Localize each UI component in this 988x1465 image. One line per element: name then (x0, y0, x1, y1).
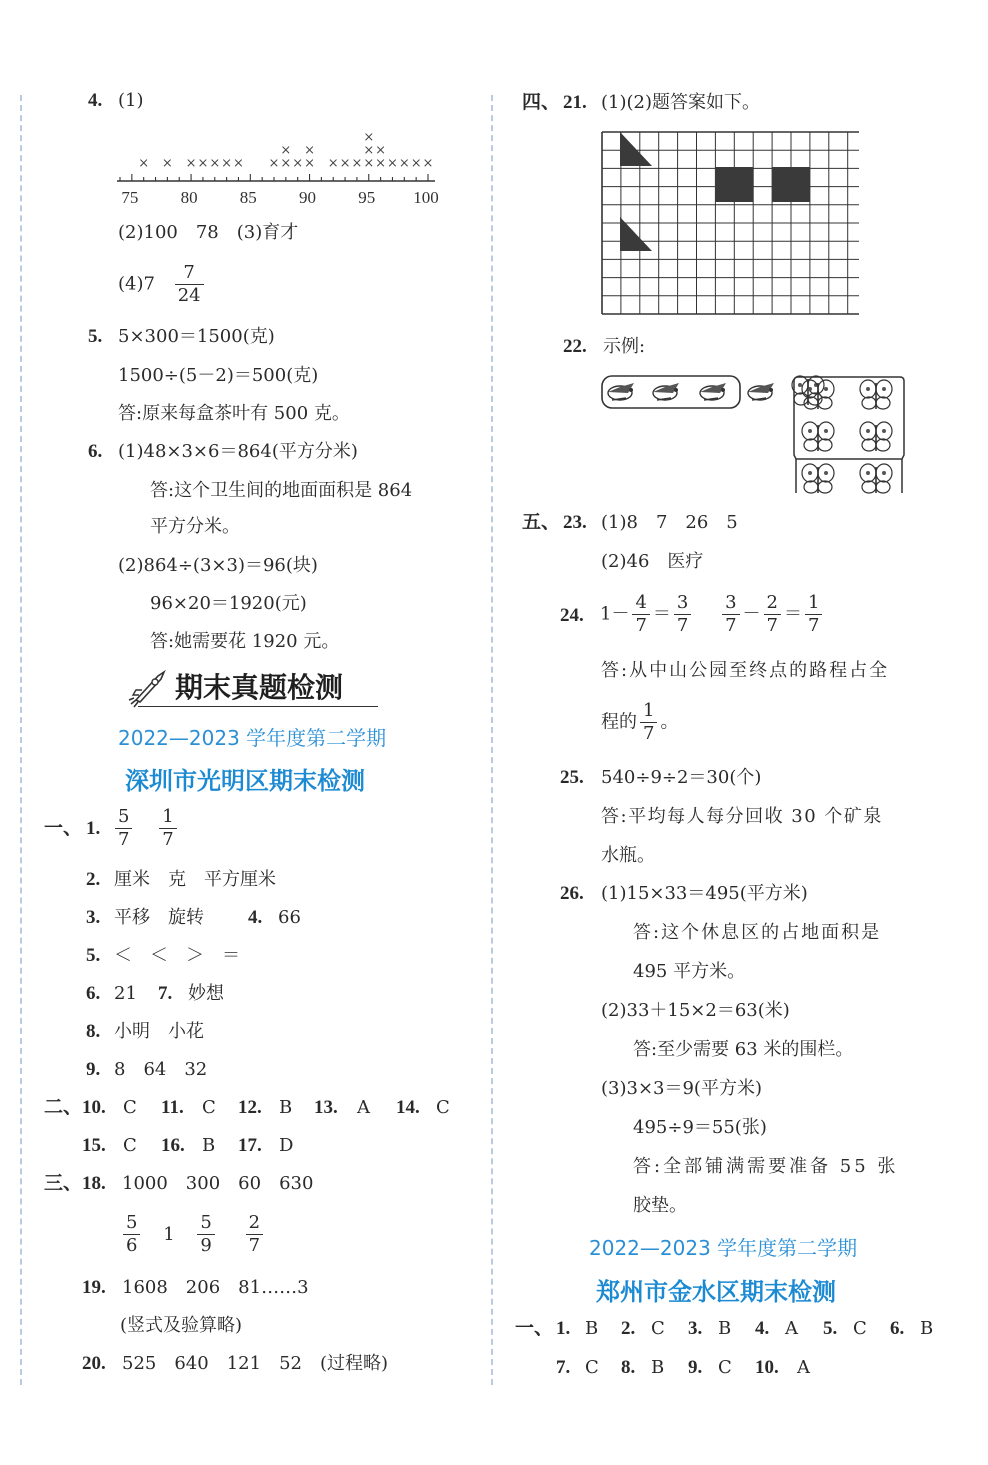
butterflies-group (790, 375, 908, 497)
numerator: 1 (159, 806, 176, 829)
denominator: 7 (808, 615, 820, 636)
q26-line2: 答:这个休息区的占地面积是 (633, 922, 882, 943)
line-plot-mark: × (363, 143, 375, 158)
q11-number: 11. (161, 1097, 184, 1118)
q15-answer: C (123, 1135, 137, 1156)
q19-number: 19. (82, 1277, 106, 1298)
line-plot-tick-label: 75 (121, 188, 139, 207)
section-label: 四、 (522, 92, 561, 113)
line-plot-mark: × (280, 156, 292, 171)
section-label: 三、 (44, 1173, 83, 1194)
q10-answer: C (123, 1097, 137, 1118)
rocket-icon (128, 668, 170, 708)
grid-rectangle-shape (715, 167, 753, 202)
q1-answer (112, 806, 180, 851)
fraction (159, 806, 176, 851)
q19-note: (竖式及验算略) (120, 1315, 243, 1336)
q22-text: 示例: (603, 336, 646, 357)
line-plot-mark: × (351, 156, 363, 171)
q19-answer: 1608 206 81……3 (122, 1277, 309, 1298)
line-plot-mark: × (363, 130, 375, 145)
r-q1-answer: B (585, 1318, 599, 1339)
denominator: 7 (643, 723, 655, 744)
section-label: 五、 (522, 512, 561, 533)
q8-number: 8. (86, 1021, 101, 1042)
r-q3-number: 3. (688, 1318, 703, 1339)
birds-group (600, 372, 790, 412)
section-title: 期末真题检测 (175, 671, 344, 704)
line-plot-mark: × (375, 143, 387, 158)
fraction (640, 700, 657, 745)
q26-line4: (2)33＋15×2＝63(米) (601, 1000, 790, 1021)
q5-answer: 答:原来每盒茶叶有 500 克。 (118, 403, 350, 424)
q5-line2: 1500÷(5－2)＝500(克) (118, 365, 319, 386)
q4b-answer: 66 (278, 907, 301, 928)
line-plot-axis (117, 174, 439, 207)
section-label: 一、 (44, 818, 83, 839)
line-plot-mark: × (363, 156, 375, 171)
r-q10-number: 10. (755, 1357, 779, 1378)
line-plot-mark: × (339, 156, 351, 171)
q6-line2: 答:这个卫生间的地面面积是 864 (150, 480, 413, 501)
r-q2-number: 2. (621, 1318, 636, 1339)
line-plot-tick-label: 80 (180, 188, 198, 207)
numerator: 7 (175, 262, 204, 285)
q24-one-minus: 1－ (600, 603, 630, 625)
numerator: 5 (197, 1212, 214, 1235)
denominator: 7 (725, 615, 737, 636)
q23-number: 23. (563, 512, 587, 533)
q22-number: 22. (563, 336, 587, 357)
r-q7-number: 7. (556, 1357, 571, 1378)
denominator: 6 (126, 1235, 138, 1256)
q24-answer-line1: 答:从中山公园至终点的路程占全 (601, 660, 890, 681)
equals-sign: ＝ (652, 603, 671, 625)
denominator: 7 (118, 829, 130, 850)
q24-answer-end: 。 (660, 711, 679, 733)
equals-sign: ＝ (784, 603, 802, 625)
line-plot-mark: × (304, 143, 315, 158)
q24-expression (600, 592, 825, 637)
exam-term: 2022—2023 学年度第二学期 (589, 1236, 858, 1260)
q6-line5: 96×20＝1920(元) (150, 593, 307, 614)
q25-line1: 540÷9÷2＝30(个) (601, 767, 762, 788)
line-plot-mark: × (138, 156, 150, 171)
line-plot-marks (138, 130, 433, 171)
numerator: 1 (805, 592, 822, 615)
q5-number: 5. (88, 326, 103, 347)
bird-icon (748, 383, 774, 400)
r-q7-answer: C (585, 1357, 599, 1378)
q3-number: 3. (86, 907, 101, 928)
r-q4-answer: A (785, 1318, 798, 1339)
q16-number: 16. (161, 1135, 185, 1156)
line-plot-tick-label: 90 (299, 188, 317, 207)
q26-line9: 胶垫。 (633, 1195, 687, 1216)
line-plot-mark: × (268, 156, 280, 171)
numerator: 4 (632, 592, 649, 615)
q26-number: 26. (560, 883, 584, 904)
q11-answer: C (202, 1097, 216, 1118)
q24-answer-line2 (601, 700, 678, 745)
exam-title: 深圳市光明区期末检测 (125, 767, 365, 795)
r-q6-answer: B (920, 1318, 934, 1339)
q26-line1: (1)15×33＝495(平方米) (601, 883, 808, 904)
denominator: 7 (635, 615, 647, 636)
bird-icon (608, 383, 634, 400)
exam-term: 2022—2023 学年度第二学期 (118, 726, 387, 750)
exam-title: 郑州市金水区期末检测 (596, 1278, 836, 1306)
q23-line2: (2)46 医疗 (601, 551, 704, 572)
r-q8-answer: B (651, 1357, 665, 1378)
r-q1-number: 1. (556, 1318, 571, 1339)
fraction (123, 1212, 140, 1257)
line-plot-mark: × (280, 143, 292, 158)
r-q4-number: 4. (755, 1318, 770, 1339)
column-divider (491, 95, 493, 1385)
denominator: 7 (676, 615, 689, 636)
q2-answer: 厘米 克 平方厘米 (114, 869, 276, 890)
line-plot-mark: × (209, 156, 221, 171)
q23-line1: (1)8 7 26 5 (601, 512, 738, 533)
butterfly-icon (802, 380, 834, 409)
numerator: 1 (640, 700, 657, 723)
q6-line3: 平方分米。 (150, 516, 240, 537)
q18-one: 1 (163, 1223, 175, 1245)
section-label: 二、 (44, 1097, 83, 1118)
q4-part2-3: (2)100 78 (3)育才 (118, 222, 299, 243)
line-plot-tick-label: 100 (413, 188, 439, 207)
grid-rectangle-shape (772, 167, 810, 202)
q25-number: 25. (560, 767, 584, 788)
line-plot-mark: × (221, 156, 233, 171)
grid-triangle-shape (620, 217, 652, 251)
line-plot-mark: × (398, 156, 410, 171)
r-q9-answer: C (718, 1357, 732, 1378)
fraction (115, 806, 132, 851)
q6b-answer: 21 (114, 983, 137, 1004)
numerator: 3 (722, 592, 739, 615)
denominator: 9 (200, 1235, 212, 1256)
q17-answer: D (279, 1135, 294, 1156)
q10-number: 10. (82, 1097, 106, 1118)
numerator: 2 (246, 1212, 263, 1235)
fraction (764, 592, 781, 637)
butterfly-icon (802, 422, 834, 451)
q17-number: 17. (238, 1135, 262, 1156)
q9-answer: 8 64 32 (114, 1059, 208, 1080)
q5b-answer: ＜ ＜ ＞ ＝ (114, 945, 240, 966)
r-q5-number: 5. (823, 1318, 838, 1339)
q6-line6: 答:她需要花 1920 元。 (150, 631, 340, 652)
fraction (722, 592, 739, 637)
q14-answer: C (436, 1097, 450, 1118)
q21-text: (1)(2)题答案如下。 (601, 92, 760, 113)
q5b-number: 5. (86, 945, 101, 966)
q18-line2 (120, 1212, 266, 1257)
q14-number: 14. (396, 1097, 420, 1118)
butterfly-icon (860, 464, 892, 493)
line-plot (115, 120, 445, 212)
r-q8-number: 8. (621, 1357, 636, 1378)
q4-number: 4. (88, 90, 103, 111)
denominator: 7 (162, 829, 174, 850)
q15-number: 15. (82, 1135, 106, 1156)
q21-number: 21. (563, 92, 587, 113)
q4-part1: (1) (118, 90, 144, 111)
bird-icon (653, 383, 679, 400)
q6-number: 6. (88, 441, 103, 462)
q20-answer: 525 640 121 52 (过程略) (122, 1353, 389, 1374)
q7-answer: 妙想 (188, 983, 224, 1004)
numerator: 3 (674, 592, 691, 615)
fraction (805, 592, 822, 637)
q5-line1: 5×300＝1500(克) (118, 326, 275, 347)
fraction (175, 262, 204, 307)
fraction (632, 592, 649, 637)
fraction (197, 1212, 214, 1257)
line-plot-mark: × (197, 156, 209, 171)
line-plot-mark: × (304, 156, 315, 171)
q13-answer: A (357, 1097, 370, 1118)
denominator: 7 (766, 615, 778, 636)
denominator: 7 (248, 1235, 261, 1256)
q4b-number: 4. (248, 907, 263, 928)
q26-line3: 495 平方米。 (633, 961, 746, 982)
q12-number: 12. (238, 1097, 262, 1118)
q26-line6: (3)3×3＝9(平方米) (601, 1078, 762, 1099)
section-label: 一、 (515, 1318, 554, 1339)
line-plot-tick-label: 95 (358, 188, 376, 207)
line-plot-mark: × (161, 156, 173, 171)
fraction (246, 1212, 263, 1257)
r-q2-answer: C (651, 1318, 665, 1339)
line-plot-mark: × (387, 156, 398, 171)
q20-number: 20. (82, 1353, 106, 1374)
section-title-underline (138, 706, 378, 707)
q6-line1: (1)48×3×6＝864(平方分米) (118, 441, 358, 462)
r-q5-answer: C (853, 1318, 867, 1339)
q9-number: 9. (86, 1059, 101, 1080)
line-plot-mark: × (327, 156, 339, 171)
q8-answer: 小明 小花 (114, 1021, 204, 1042)
line-plot-mark: × (410, 156, 422, 171)
butterfly-icon (860, 380, 892, 409)
butterfly-icon (860, 422, 892, 451)
q24-answer-prefix: 程的 (601, 711, 637, 733)
q6-line4: (2)864÷(3×3)＝96(块) (118, 555, 318, 576)
q26-line7: 495÷9＝55(张) (633, 1117, 767, 1138)
answer-grid (601, 130, 859, 320)
q1-number: 1. (86, 818, 101, 839)
line-plot-mark: × (292, 156, 304, 171)
q18-line1: 1000 300 60 630 (122, 1173, 314, 1194)
line-plot-mark: × (233, 156, 244, 171)
q4-part4 (118, 262, 207, 307)
q26-line8: 答:全部铺满需要准备 55 张 (633, 1156, 899, 1177)
numerator: 5 (123, 1212, 140, 1235)
q26-line5: 答:至少需要 63 米的围栏。 (633, 1039, 854, 1060)
line-plot-mark: × (375, 156, 387, 171)
r-q3-answer: B (718, 1318, 732, 1339)
line-plot-mark: × (185, 156, 197, 171)
q25-line2: 答:平均每人每分回收 30 个矿泉 (601, 806, 883, 827)
r-q10-answer: A (797, 1357, 810, 1378)
denominator: 24 (177, 285, 201, 306)
q18-number: 18. (82, 1173, 106, 1194)
line-plot-mark: × (422, 156, 434, 171)
q6b-number: 6. (86, 983, 101, 1004)
left-margin-divider (20, 95, 22, 1385)
q24-number: 24. (560, 605, 584, 626)
q4-part4-number: (4)7 (118, 273, 155, 295)
numerator: 5 (115, 806, 132, 829)
r-q6-number: 6. (890, 1318, 905, 1339)
q25-line3: 水瓶。 (601, 845, 655, 866)
q7-number: 7. (158, 983, 173, 1004)
fraction (674, 592, 691, 637)
numerator: 2 (764, 592, 781, 615)
minus-sign: － (742, 603, 761, 625)
r-q9-number: 9. (688, 1357, 703, 1378)
q2-number: 2. (86, 869, 101, 890)
q13-number: 13. (314, 1097, 338, 1118)
q3-answer: 平移 旋转 (114, 907, 204, 928)
q16-answer: B (202, 1135, 216, 1156)
line-plot-tick-label: 85 (239, 188, 257, 207)
bird-icon (700, 383, 726, 400)
grid-triangle-shape (620, 132, 652, 166)
butterfly-icon (802, 464, 834, 493)
q12-answer: B (279, 1097, 293, 1118)
